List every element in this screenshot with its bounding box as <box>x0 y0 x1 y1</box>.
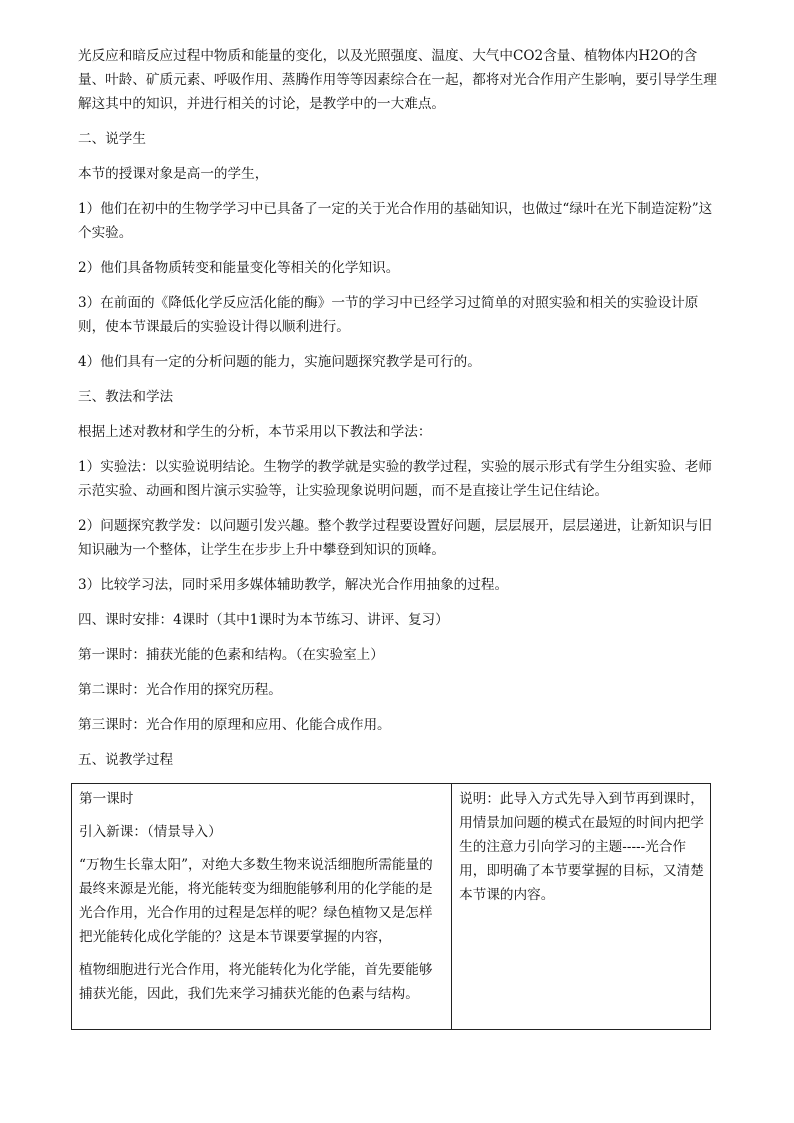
intro-method-label: 引入新课：（情景导入） <box>79 824 222 840</box>
methods-lead: 根据上述对教材和学生的分析，本节采用以下教法和学法： <box>78 424 432 440</box>
teaching-process-table <box>71 783 711 1030</box>
section-heading-process: 五、说教学过程 <box>78 752 174 768</box>
schedule-item-2: 第二课时：光合作用的探究历程。 <box>78 682 282 698</box>
section-heading-schedule: 四、课时安排：4课时（其中1课时为本节练习、讲评、复习） <box>78 612 449 628</box>
schedule-item-3: 第三课时：光合作用的原理和应用、化能合成作用。 <box>78 717 391 733</box>
intro-paragraph: 光反应和暗反应过程中物质和能量的变化，以及光照强度、温度、大气中CO2含量、植物体内H2O的含量、叶龄、矿质元素、呼吸作用、蒸腾作用等等因素综合在一起，都将对光合作用产生影响，要引导学生理解这其中的知识，并进行相关的讨论，是教学中的一大难点。 <box>78 48 717 112</box>
students-item-2: 2）他们具备物质转变和能量变化等相关的化学知识。 <box>78 260 400 276</box>
table-row <box>72 784 711 1030</box>
methods-item-1: 1）实验法：以实验说明结论。生物学的教学就是实验的教学过程，实验的展示形式有学生分组实验、老师示范实验、动画和图片演示实验等，让实验现象说明问题，而不是直接让学生记住结论。 <box>78 459 712 499</box>
note-text: 说明：此导入方式先导入到节再到课时，用情景加问题的模式在最短的时间内把学生的注意力引向学习的主题-----光合作用，即明确了本节要掌握的目标，又清楚本节课的内容。 <box>459 791 704 903</box>
lesson-label: 第一课时 <box>79 791 134 807</box>
methods-item-2: 2）问题探究教学发：以问题引发兴趣。整个教学过程要设置好问题，层层展开，层层递进，让新知识与旧知识融为一个整体，让学生在步步上升中攀登到知识的顶峰。 <box>78 518 712 558</box>
schedule-item-1: 第一课时：捕获光能的色素和结构。（在实验室上） <box>78 647 384 663</box>
students-item-4: 4）他们具有一定的分析问题的能力，实施问题探究教学是可行的。 <box>78 354 481 370</box>
methods-item-3: 3）比较学习法，同时采用多媒体辅助教学，解决光合作用抽象的过程。 <box>78 577 509 593</box>
intro-transition-text: 植物细胞进行光合作用，将光能转化为化学能，首先要能够捕获光能，因此，我们先来学习捕获光能的色素与结构。 <box>79 962 433 1002</box>
section-heading-students: 二、说学生 <box>78 131 146 147</box>
intro-scenario-text: “万物生长靠太阳”，对绝大多数生物来说活细胞所需能量的最终来源是光能，将光能转变为细胞能够利用的化学能的是光合作用，光合作用的过程是怎样的呢？绿色植物又是怎样把光能转化成化学能的？这是本节课要掌握的内容， <box>79 857 433 945</box>
section-heading-methods: 三、教法和学法 <box>78 389 174 405</box>
students-item-1: 1）他们在初中的生物学学习中已具备了一定的关于光合作用的基础知识，也做过“绿叶在光下制造淀粉”这个实验。 <box>78 201 713 241</box>
table-cell-note <box>452 784 711 1030</box>
document-page <box>78 44 722 1030</box>
students-lead: 本节的授课对象是高一的学生， <box>78 166 269 182</box>
students-item-3: 3）在前面的《降低化学反应活化能的酶》一节的学习中已经学习过简单的对照实验和相关的实验设计原则，使本节课最后的实验设计得以顺利进行。 <box>78 295 699 335</box>
table-cell-content <box>72 784 452 1030</box>
